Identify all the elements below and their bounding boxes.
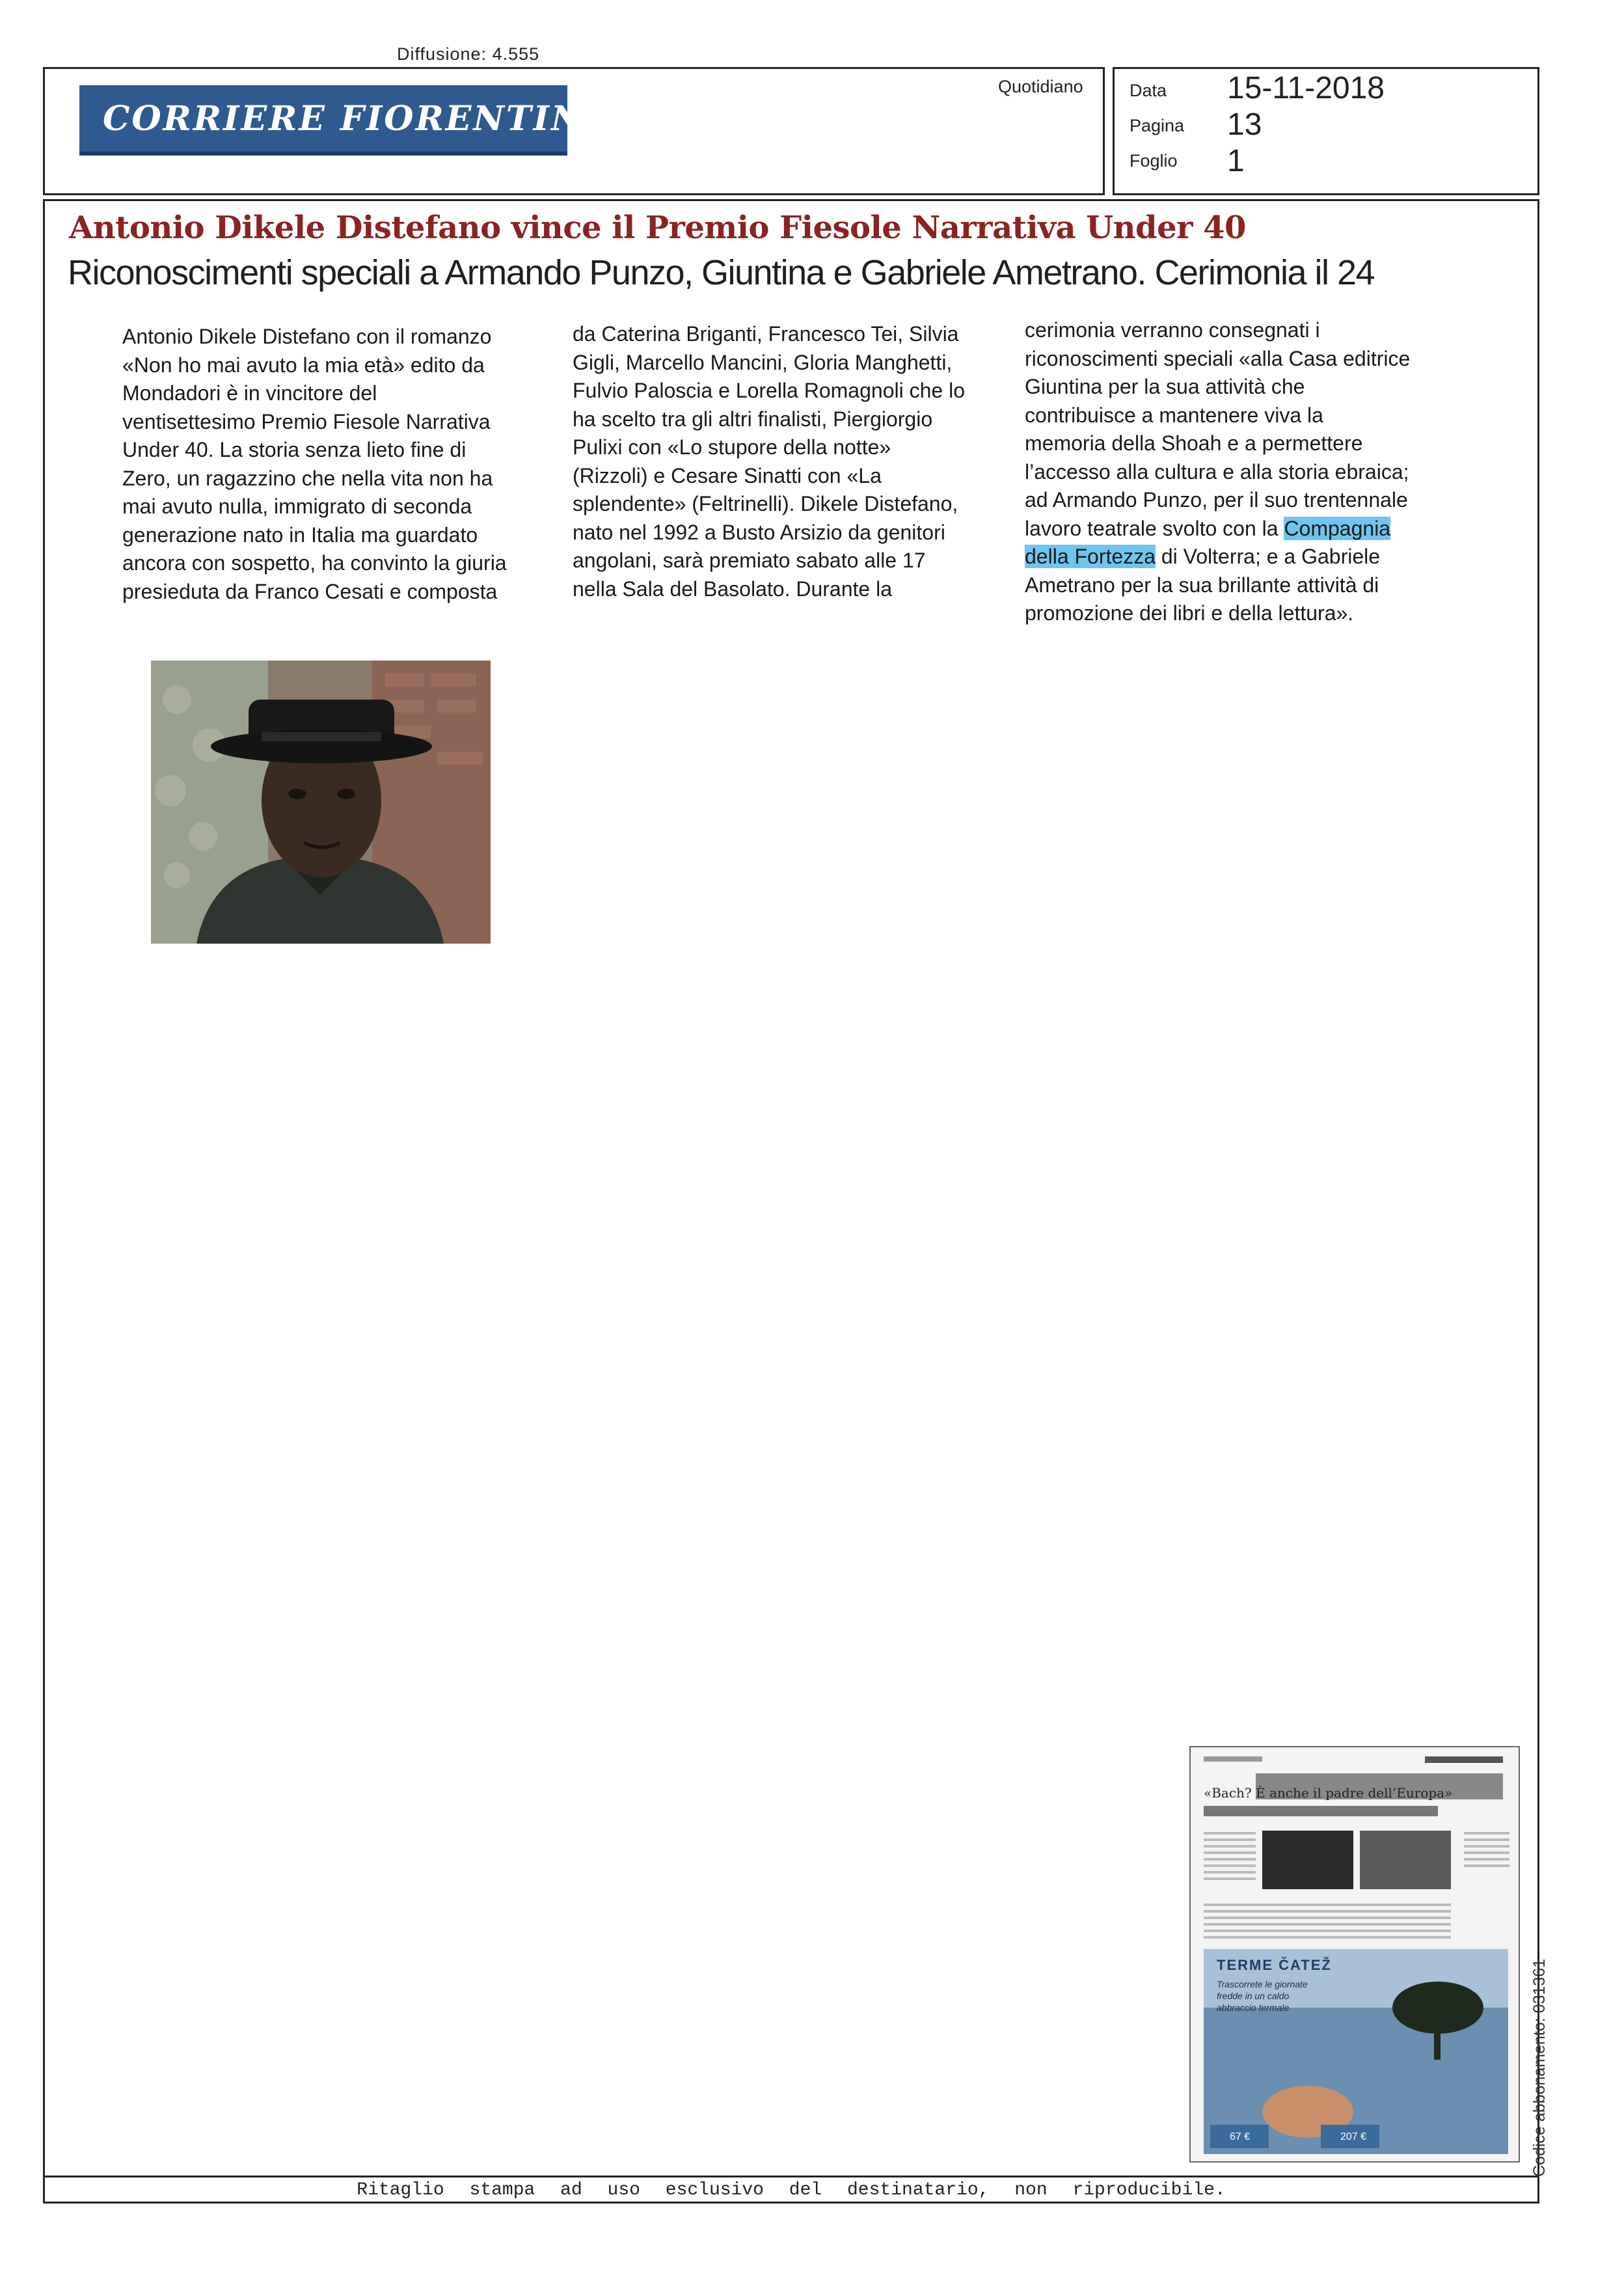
text-line: Under 40. La storia senza lieto fine di — [122, 438, 467, 461]
text-line: Giuntina per la sua attività che — [1025, 375, 1305, 398]
text-line: nato nel 1992 a Busto Arsizio da genitori — [573, 520, 945, 544]
thumbnail-ad-brand: TERME ČATEŽ — [1217, 1957, 1332, 1973]
sheet-value: 1 — [1227, 144, 1245, 178]
thumbnail-ad-tagline: fredde in un caldo — [1217, 1991, 1290, 2001]
text-line: ventisettesimo Premio Fiesole Narrativa — [122, 409, 491, 433]
highlighted-text: Compagnia — [1284, 516, 1391, 540]
text-line: Gigli, Marcello Mancini, Gloria Manghetti, — [573, 350, 953, 374]
text-line: ha scelto tra gli altri finalisti, Piergiorgio — [573, 407, 933, 431]
newspaper-logo — [79, 85, 616, 156]
highlighted-text: della Fortezza — [1025, 545, 1156, 568]
text-line: contribuisce a mantenere viva la — [1025, 403, 1323, 427]
text-line: generazione nato in Italia ma guardato — [122, 523, 478, 547]
text-fragment: lavoro teatrale svolto con la — [1025, 516, 1284, 540]
text-line: cerimonia verranno consegnati i — [1025, 318, 1320, 342]
text-line: riconoscimenti speciali «alla Casa editrice — [1025, 346, 1411, 370]
text-line: splendente» (Feltrinelli). Dikele Distefano, — [573, 492, 958, 515]
diffusione-label: Diffusione: 4.555 — [397, 44, 540, 64]
article-column-3 — [1025, 316, 1457, 629]
text-line: presieduta da Franco Cesati e composta — [122, 579, 498, 603]
article-subheadline: Riconoscimenti speciali a Armando Punzo, Giuntina e Gabriele Ametrano. Cerimonia il 24 — [68, 253, 1375, 292]
thumbnail-headline: «Bach? È anche il padre dell’Europa» — [1204, 1785, 1453, 1801]
page-label: Pagina — [1130, 116, 1185, 135]
text-line: Mondadori è in vincitore del — [122, 381, 377, 405]
text-line: Antonio Dikele Distefano con il romanzo — [122, 325, 492, 348]
thumbnail-price: 207 € — [1340, 2131, 1367, 2142]
thumbnail-ad-tagline: Trascorrete le giornate — [1217, 1979, 1308, 1989]
text-fragment: di Volterra; e a Gabriele — [1155, 545, 1381, 568]
text-line: Ametrano per la sua brillante attività di — [1025, 573, 1379, 597]
text-line — [1025, 543, 1457, 571]
author-photo — [151, 661, 491, 944]
sheet-label: Foglio — [1130, 151, 1178, 171]
text-line: ancora con sospetto, ha convinto la giuria — [122, 551, 507, 575]
footer-disclaimer: Ritaglio stampa ad uso esclusivo del destinatario, non riproducibile. — [357, 2180, 1226, 2200]
text-line: Fulvio Paloscia e Lorella Romagnoli che lo — [573, 379, 965, 402]
text-line: l’accesso alla cultura e alla storia ebraica; — [1025, 459, 1409, 484]
date-label: Data — [1130, 81, 1167, 100]
text-line: (Rizzoli) e Cesare Sinatti con «La — [573, 463, 882, 487]
thumbnail-price: 67 € — [1230, 2131, 1251, 2142]
thumbnail-ad-tagline: abbraccio termale — [1217, 2002, 1290, 2013]
publication-type: Quotidiano — [998, 77, 1083, 96]
thumbnail-image — [1191, 1747, 1520, 2163]
text-line: da Caterina Briganti, Francesco Tei, Silvia — [573, 322, 959, 346]
article-column-1 — [122, 323, 555, 609]
text-line: mai avuto nulla, immigrato di seconda — [122, 495, 472, 518]
article-column-2 — [573, 320, 1005, 626]
text-line: Pulixi con «Lo stupore della notte» — [573, 435, 891, 459]
article-headline: Antonio Dikele Distefano vince il Premio Fiesole Narrativa Under 40 — [69, 210, 1246, 246]
date-value: 15-11-2018 — [1227, 71, 1385, 105]
page-thumbnail — [1189, 1746, 1520, 2163]
logo-text: CORRIERE FIORENTINO — [103, 98, 616, 139]
text-line: Zero, un ragazzino che nella vita non ha — [122, 466, 493, 490]
text-line: ad Armando Punzo, per il suo trentennale — [1025, 488, 1408, 512]
page-value: 13 — [1227, 107, 1262, 142]
subscription-code: Codice abbonamento: 031361 — [1530, 1959, 1549, 2177]
text-line: «Non ho mai avuto la mia età» edito da — [122, 353, 485, 377]
text-line: memoria della Shoah e a permettere — [1025, 431, 1363, 455]
text-line: promozione dei libri e della lettura». — [1025, 601, 1354, 625]
text-line — [1025, 515, 1457, 543]
text-line: nella Sala del Basolato. Durante la — [573, 577, 892, 601]
text-line: angolani, sarà premiato sabato alle 17 — [573, 549, 926, 572]
